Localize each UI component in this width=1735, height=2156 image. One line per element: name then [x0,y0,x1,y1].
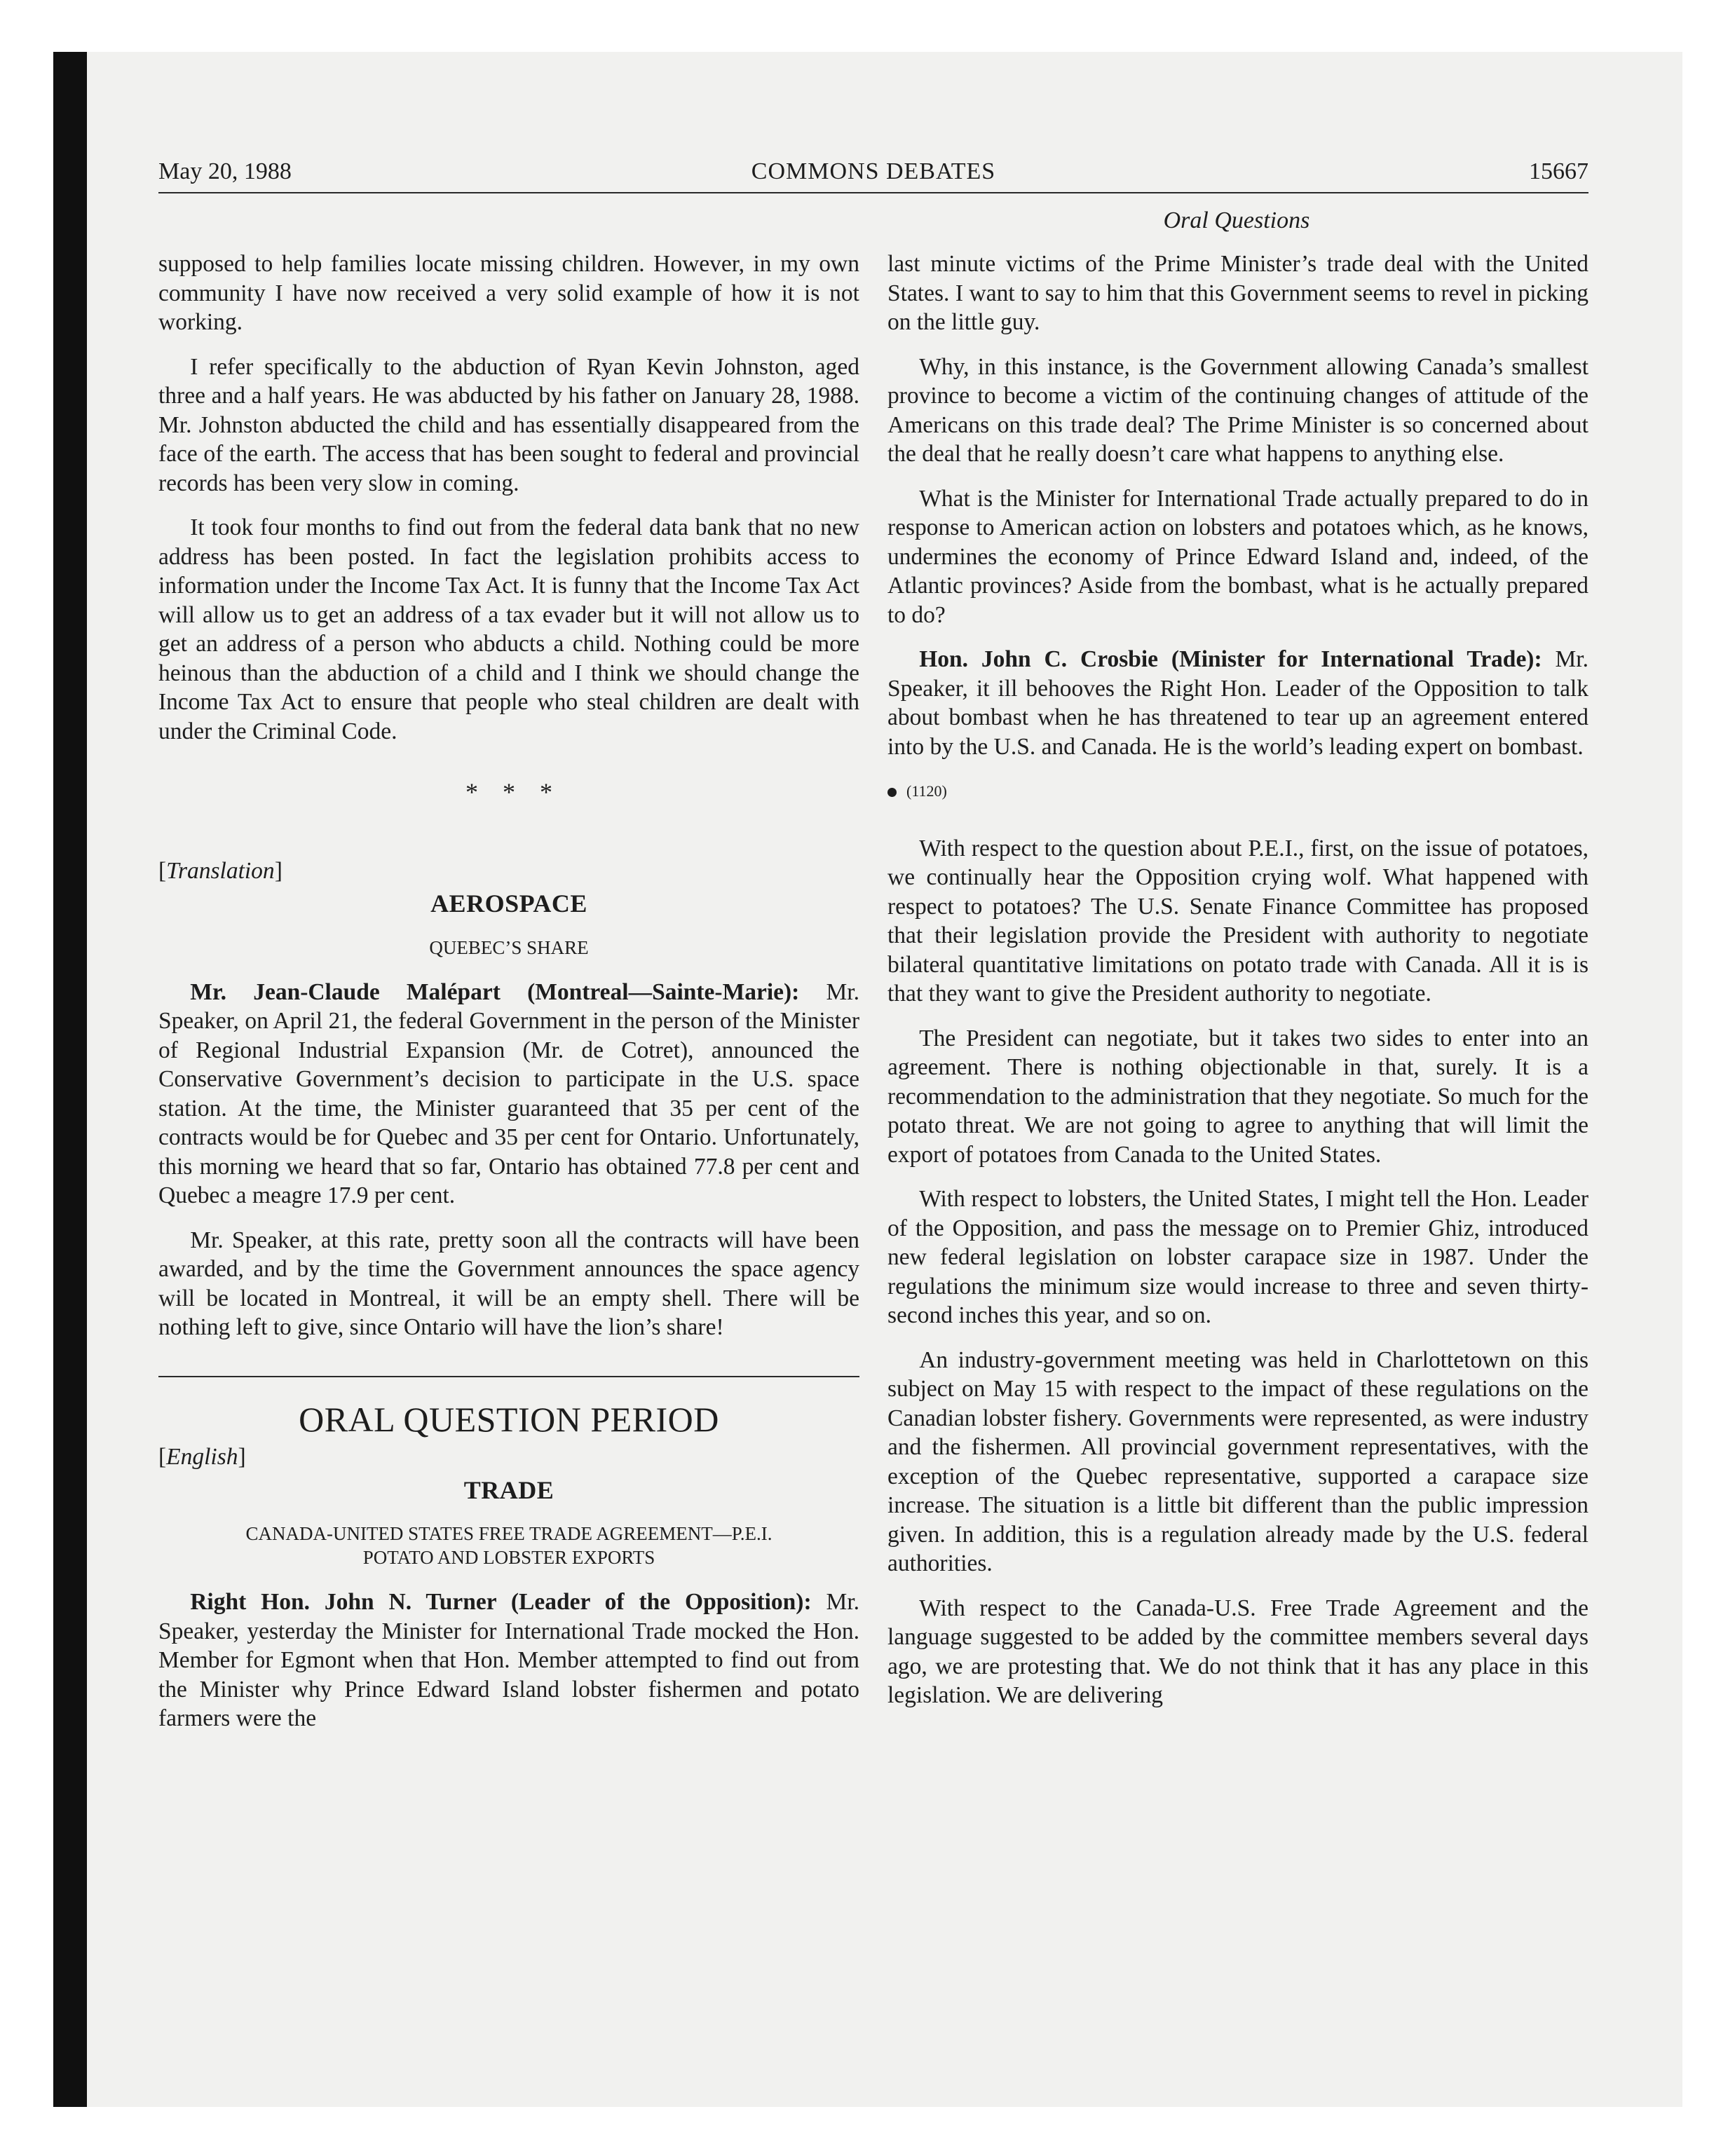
speech-text: Mr. Speaker, on April 21, the federal Government in the person of the Minister of Regional Industrial Expansion (Mr. de Cotret), announced the Conservative Government’s decision to participate in the U.S. space station. At the time, the Minister guaranteed that 35 per cent of the contracts would be for Quebec and 35 per cent for Ontario. Unfortunately, this morning we heard that so far, Ontario has obtained 77.8 per cent and Quebec a meagre 17.9 per cent. [158,978,859,1208]
translation-label: Translation [166,857,275,884]
paragraph: supposed to help families locate missing children. However, in my own community I have now received a very solid example of how it is not working. [158,251,859,335]
paragraph: With respect to lobsters, the United States, I might tell the Hon. Leader of the Opposition, and pass the message on to Premier Ghiz, introduced new federal legislation on lobster carapace size in 1987. Under the regulations the minimum size would increase to three and seven thirty-second inches this year, and so on. [887,1186,1588,1328]
bullet-icon [887,788,897,797]
paragraph: An industry-government meeting was held in Charlottetown on this subject on May 15 with respect to the impact of these regulations on the Canadian lobster fishery. Governments were represented, as were industry and the fishermen. All provincial government representatives, with the exception of the Quebec representative, supported a carapace size increase. The situation is a little bit different than the public impression given. In addition, this is a regulation already made by the U.S. federal authorities. [887,1346,1588,1576]
speaker-name: Mr. Jean-Claude Malépart (Montreal—Sainte-Marie): [190,978,800,1005]
aerospace-heading: AEROSPACE [430,889,587,917]
language-label: [Translation] [158,857,283,884]
divider [158,1376,859,1377]
timestamp [887,777,1588,806]
trade-subheading [158,1522,859,1569]
timestamp-text: (1120) [906,782,947,800]
trade-heading: TRADE [463,1475,554,1504]
paragraph [158,978,859,1210]
speaker-name: Hon. John C. Crosbie (Minister for International Trade): [919,646,1542,672]
language-label: [English] [158,1444,246,1470]
header-date: May 20, 1988 [158,158,292,184]
left-column [158,250,859,1749]
header-page-number: 15667 [1529,158,1588,184]
header-publication: COMMONS DEBATES [751,158,996,184]
paragraph: The President can negotiate, but it takes two sides to enter into an agreement. There is nothing objectionable in that, surely. It is a recommendation to the administration that they negotiate. So much for the potato threat. We are not going to agree to anything that will limit the export of potatoes from Canada to the United States. [887,1025,1588,1168]
speaker-name: Right Hon. John N. Turner (Leader of the Opposition): [190,1589,812,1615]
paragraph: With respect to the question about P.E.I., first, on the issue of potatoes, we continually hear the Opposition crying wolf. What happened with respect to potatoes? The U.S. Senate Finance Committee has proposed that their legislation provide the President with authority to negotiate bilateral quantitative limitations on potato trade with Canada. All it is is that they want to give the President authority to negotiate. [887,835,1588,1007]
binding-edge [53,52,87,2107]
paragraph: last minute victims of the Prime Minister’s trade deal with the United States. I want to say to him that this Government seems to revel in picking on the little guy. [887,251,1588,335]
paragraph: I refer specifically to the abduction of Ryan Kevin Johnston, aged three and a half years. He was abducted by his father on January 28, 1988. Mr. Johnston abducted the child and has essentially disappeared from the face of the earth. The access that has been sought to federal and provincial records has been very slow in coming. [158,353,859,496]
trade-subheading-line: POTATO AND LOBSTER EXPORTS [362,1547,655,1568]
section-label: Oral Questions [1163,207,1310,233]
speech-text: Mr. Speaker, yesterday the Minister for International Trade mocked the Hon. Member for Egmont when that Hon. Member attempted to find out from the Minister why Prince Edward Island lobster fishermen and potato farmers were the [158,1589,860,1731]
paragraph: It took four months to find out from the federal data bank that no new address has been posted. In fact the legislation prohibits access to information under the Income Tax Act. It is funny that the Income Tax Act will allow us to get an address of a tax evader but it will not allow us to get an address of a person who abducts a child. Nothing could be more heinous than the abduction of a child and I think we should change the Income Tax Act to ensure that people who steal children are dealt with under the Criminal Code. [158,514,859,744]
speech-text: Mr. Speaker, it ill behooves the Right Hon. Leader of the Opposition to talk about bombast when he has threatened to tear up an agreement entered into by the U.S. and Canada. He is the world’s leading expert on bombast. [887,646,1588,760]
oral-question-heading: ORAL QUESTION PERIOD [299,1399,719,1439]
paragraph: Mr. Speaker, at this rate, pretty soon all the contracts will have been awarded, and by the time the Government announces the space agency will be located in Montreal, it will be an empty shell. There will be nothing left to give, since Ontario will have the lion’s share! [158,1227,859,1340]
paragraph [887,645,1588,761]
trade-subheading-line: CANADA-UNITED STATES FREE TRADE AGREEMENT—P.E.I. [245,1523,773,1544]
section-separator: * * * [465,778,552,806]
aerospace-subheading: QUEBEC’S SHARE [429,936,589,958]
paragraph: What is the Minister for International Trade actually prepared to do in response to American action on lobsters and potatoes which, as he knows, undermines the economy of Prince Edward Island and, indeed, of the Atlantic provinces? Aside from the bombast, what is he actually prepared to do? [887,485,1588,628]
english-label: English [166,1444,238,1470]
paragraph: Why, in this instance, is the Government allowing Canada’s smallest province to become a victim of the continuing changes of attitude of the Americans on this trade deal? The Prime Minister is so concerned about the deal that he really doesn’t care what happens to anything else. [887,353,1588,467]
right-column [887,250,1588,1726]
paragraph: With respect to the Canada-U.S. Free Trade Agreement and the language suggested to be added by the committee members several days ago, we are protesting that. We do not think that it has any place in this legislation. We are delivering [887,1595,1588,1708]
paragraph [158,1588,859,1733]
running-head [158,156,1588,193]
